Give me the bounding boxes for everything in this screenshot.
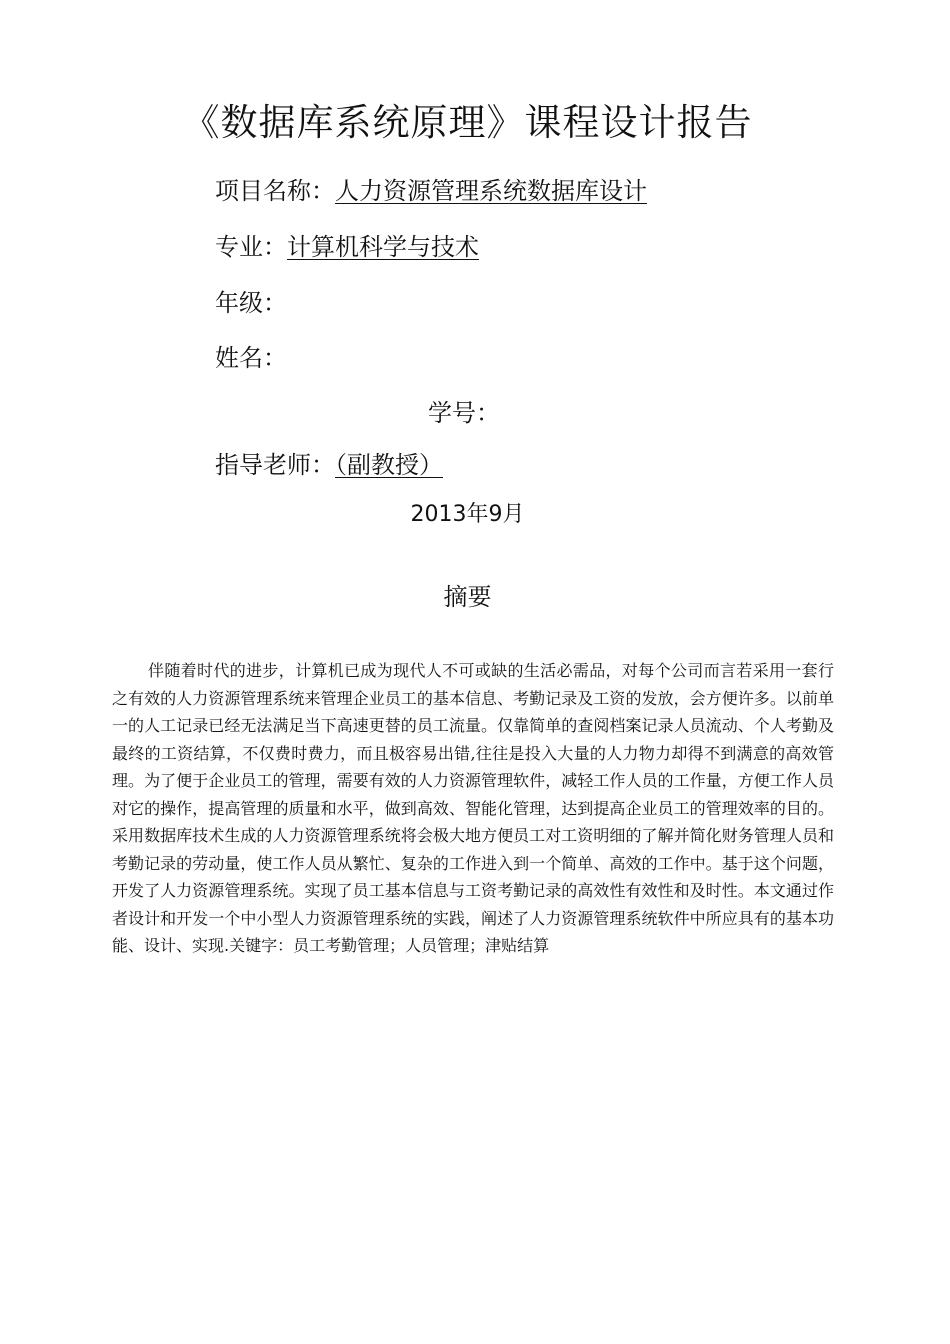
major-field (215, 230, 479, 264)
student-name-label: 姓名： (215, 344, 287, 372)
student-id-field (428, 396, 500, 430)
abstract-heading: 摘要 (443, 583, 492, 611)
report-date: 2013年9月 (410, 502, 525, 527)
student-id-label: 学号： (428, 399, 500, 427)
major-value: 计算机科学与技术 (287, 233, 479, 261)
report-title: 《数据库系统原理》课程设计报告 (182, 101, 753, 144)
abstract-body: 伴随着时代的进步，计算机已成为现代人不可或缺的生活必需品，对每个公司而言若采用一套行之有效的人力资源管理系统来管理企业员工的基本信息、考勤记录及工资的发放，会方便许多。以前单一的人工记录已经无法满足当下高速更替的员工流量。仅靠简单的查阅档案记录人员流动、个人考勤及最终的工资结算，不仅费时费力，而且极容易出错,往往是投入大量的人力物力却得不到满意的高效管理。为了便于企业员工的管理，需要有效的人力资源管理软件，减轻工作人员的工作量，方便工作人员对它的操作，提高管理的质量和水平，做到高效、智能化管理，达到提高企业员工的管理效率的目的。采用数据库技术生成的人力资源管理系统将会极大地方便员工对工资明细的了解并简化财务管理人员和考勤记录的劳动量，使工作人员从繁忙、复杂的工作进入到一个简单、高效的工作中。基于这个问题，开发了人力资源管理系统。实现了员工基本信息与工资考勤记录的高效性有效性和及时性。本文通过作者设计和开发一个中小型人力资源管理系统的实践，阐述了人力资源管理系统软件中所应具有的基本功能、设计、实现.关键字：员工考勤管理；人员管理；津贴结算 (112, 661, 834, 955)
project-name-field (215, 174, 647, 208)
grade-label: 年级： (215, 289, 287, 317)
project-name-label: 项目名称： (215, 177, 335, 205)
project-name-value: 人力资源管理系统数据库设计 (335, 177, 647, 205)
grade-field (215, 286, 287, 320)
student-name-field (215, 341, 287, 375)
advisor-label: 指导老师： (215, 451, 335, 479)
advisor-value: （副教授） (335, 451, 443, 479)
advisor-field (215, 448, 449, 482)
major-label: 专业： (215, 233, 287, 261)
